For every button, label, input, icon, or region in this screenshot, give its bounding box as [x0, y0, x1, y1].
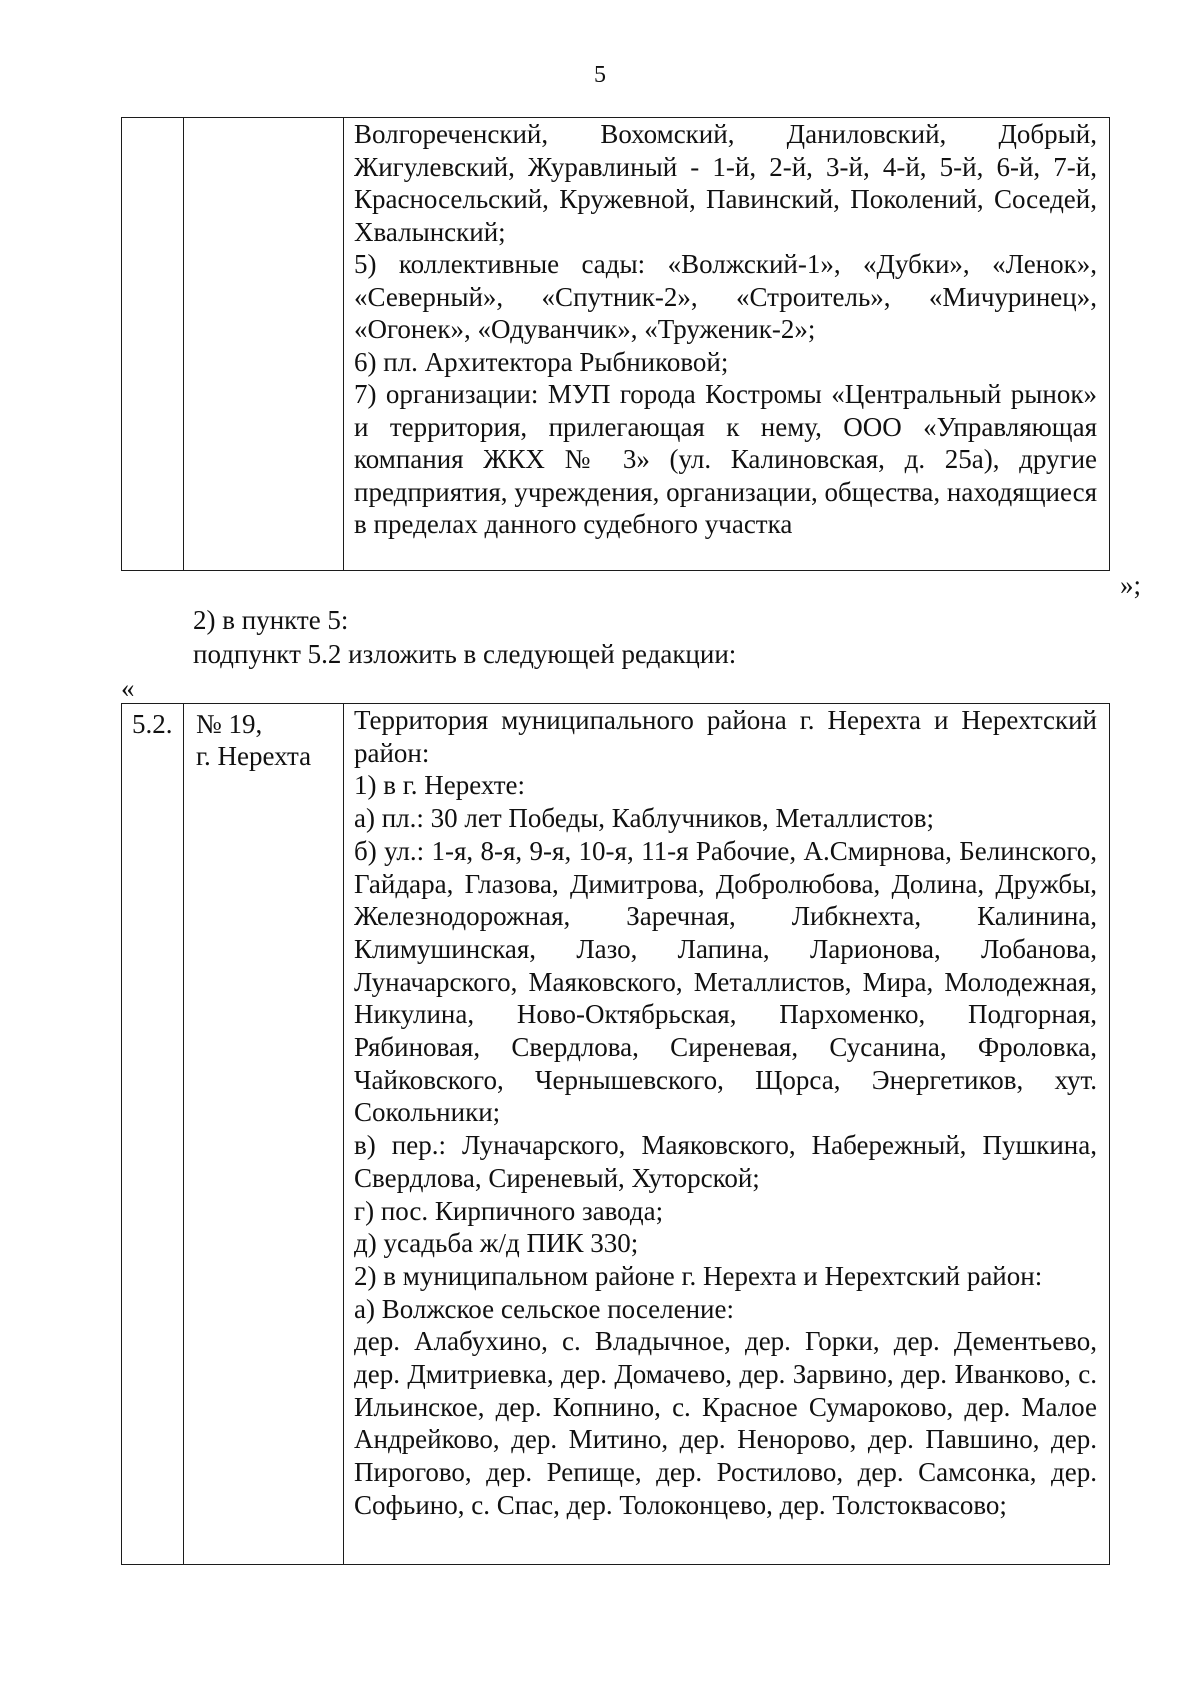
court-districts-table: [121, 703, 1110, 1565]
territory-cell: [344, 118, 1110, 571]
court-districts-table-continued: [121, 117, 1110, 571]
court-cell: [184, 704, 344, 1565]
territory-line: г) пос. Кирпичного завода;: [354, 1195, 664, 1226]
territory-line: дер. Алабухино, с. Владычное, дер. Горки, дер. Дементьево, дер. Дмитриевка, дер. Домачево, дер. Зарвино, дер. Иванково, с. Ильинское, дер. Копнино, с. Красное Сумароково, дер. Малое Андрейково, дер. Митино, дер. Ненорово, дер. Павшино, дер. Пирогово, дер. Репище, дер. Ростилово, дер. Самсонка, дер. Софьино, с. Спас, дер. Толоконцево, дер. Толстоквасово;: [354, 1326, 1097, 1520]
page-number: 5: [594, 62, 606, 88]
territory-line: 7) организации: МУП города Костромы «Центральный рынок» и территория, прилегающая к нему, ООО «Управляющая компания ЖКХ № 3» (ул. Калиновская, д. 25а), другие предприятия, учреждения, организации, общества, находящиеся в пределах данного судебного участка: [354, 379, 1097, 539]
territory-line: б) ул.: 1-я, 8-я, 9-я, 10-я, 11-я Рабочие, А.Смирнова, Белинского, Гайдара, Глазова, Димитрова, Добролюбова, Долина, Дружбы, Железнодорожная, Заречная, Либкнехта, Калинина, Климушинская, Лазо, Лапина, Ларионова, Лобанова, Луначарского, Маяковского, Металлистов, Мира, Молодежная, Никулина, Ново-Октябрьская, Пархоменко, Подгорная, Рябиновая, Свердлова, Сиреневая, Сусанина, Фроловка, Чайковского, Чернышевского, Щорса, Энергетиков, хут. Сокольники;: [354, 835, 1097, 1128]
territory-line: а) Волжское сельское поселение:: [354, 1293, 734, 1324]
amendment-instruction: подпункт 5.2 изложить в следующей редакции:: [193, 639, 737, 669]
territory-line: Территория муниципального района г. Нерехта и Нерехтский район:: [354, 705, 1097, 768]
court-cell: [184, 118, 344, 571]
section-number-cell: [122, 704, 184, 1565]
table-row: [122, 704, 1110, 1565]
opening-quote: «: [121, 673, 135, 703]
territory-line: в) пер.: Луначарского, Маяковского, Набережный, Пушкина, Свердлова, Сиреневый, Хуторской;: [354, 1130, 1097, 1193]
closing-quote: »;: [1120, 570, 1142, 600]
amendment-point: 2) в пункте 5:: [193, 605, 349, 635]
territory-cell: [344, 704, 1110, 1565]
territory-line: 6) пл. Архитектора Рыбниковой;: [354, 346, 729, 377]
court-number: № 19,: [196, 709, 263, 739]
number-cell: [122, 118, 184, 571]
section-number: 5.2.: [132, 709, 173, 739]
territory-line: д) усадьба ж/д ПИК 330;: [354, 1228, 639, 1259]
table-row: [122, 118, 1110, 571]
court-city: г. Нерехта: [196, 741, 312, 771]
territory-line: а) пл.: 30 лет Победы, Каблучников, Металлистов;: [354, 803, 934, 834]
territory-line: 5) коллективные сады: «Волжский-1», «Дубки», «Ленок», «Северный», «Спутник-2», «Строитель», «Мичуринец», «Огонек», «Одуванчик», «Труженик-2»;: [354, 249, 1097, 344]
territory-line: 2) в муниципальном районе г. Нерехта и Нерехтский район:: [354, 1260, 1043, 1291]
territory-line: 1) в г. Нерехте:: [354, 770, 525, 801]
territory-line: Волгореченский, Вохомский, Даниловский, Добрый, Жигулевский, Журавлиный - 1-й, 2-й, 3-й, 4-й, 5-й, 6-й, 7-й, Красносельский, Кружевной, Павинский, Поколений, Соседей, Хвалынский;: [354, 119, 1097, 247]
